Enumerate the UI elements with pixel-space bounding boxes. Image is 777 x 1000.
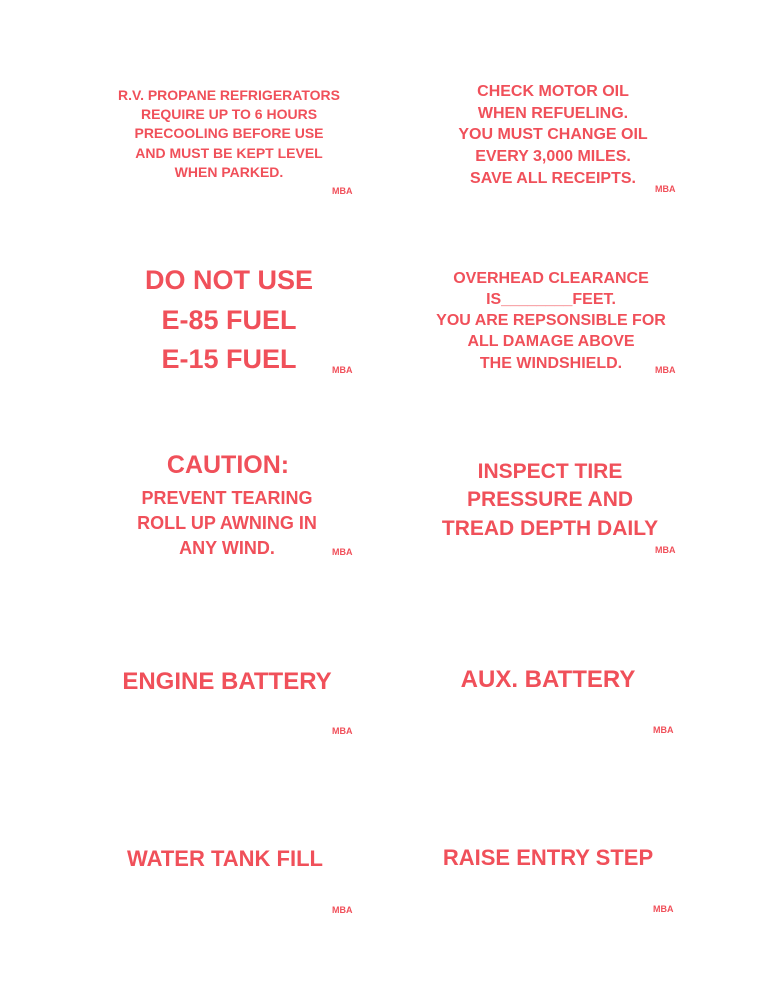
label-line: RAISE ENTRY STEP [442,845,654,870]
maker-mark: MBA [332,547,353,557]
label-line: PRECOOLING BEFORE USE [134,125,324,141]
maker-mark: MBA [653,904,674,914]
label-line: DO NOT USE [144,265,314,295]
label-line: REQUIRE UP TO 6 HOURS [140,106,318,122]
maker-mark: MBA [655,184,676,194]
label-line: THE WINDSHIELD. [479,355,623,372]
label-line: AUX. BATTERY [460,666,636,693]
label-line: WATER TANK FILL [127,846,323,871]
maker-mark: MBA [332,365,353,375]
maker-mark: MBA [332,726,353,736]
label-line: AND MUST BE KEPT LEVEL [135,145,323,161]
label-line: SAVE ALL RECEIPTS. [470,170,636,187]
label-line: ANY WIND. [179,538,275,558]
label-line: PREVENT TEARING [141,488,313,508]
label-line: PRESSURE AND [466,488,634,511]
label-line: WHEN PARKED. [174,164,284,180]
label-line: YOU MUST CHANGE OIL [458,126,648,143]
label-line: IS________FEET. [486,291,616,308]
maker-mark: MBA [655,365,676,375]
label-line: E-15 FUEL [161,344,297,374]
label-line: TREAD DEPTH DAILY [441,517,659,540]
label-line: WHEN REFUELING. [477,105,629,122]
maker-mark: MBA [332,905,353,915]
label-line: ENGINE BATTERY [122,668,332,695]
label-line: EVERY 3,000 MILES. [475,148,631,165]
label-line: OVERHEAD CLEARANCE [453,270,649,287]
maker-mark: MBA [653,725,674,735]
label-line: CAUTION: [166,451,290,479]
label-line: INSPECT TIRE [477,460,623,483]
label-line: E-85 FUEL [161,305,297,335]
label-line: R.V. PROPANE REFRIGERATORS [118,87,340,103]
label-line: ALL DAMAGE ABOVE [467,333,635,350]
label-line: YOU ARE REPSONSIBLE FOR [436,312,666,329]
label-line: ROLL UP AWNING IN [137,513,317,533]
maker-mark: MBA [332,186,353,196]
maker-mark: MBA [655,545,676,555]
label-line: CHECK MOTOR OIL [477,83,629,100]
